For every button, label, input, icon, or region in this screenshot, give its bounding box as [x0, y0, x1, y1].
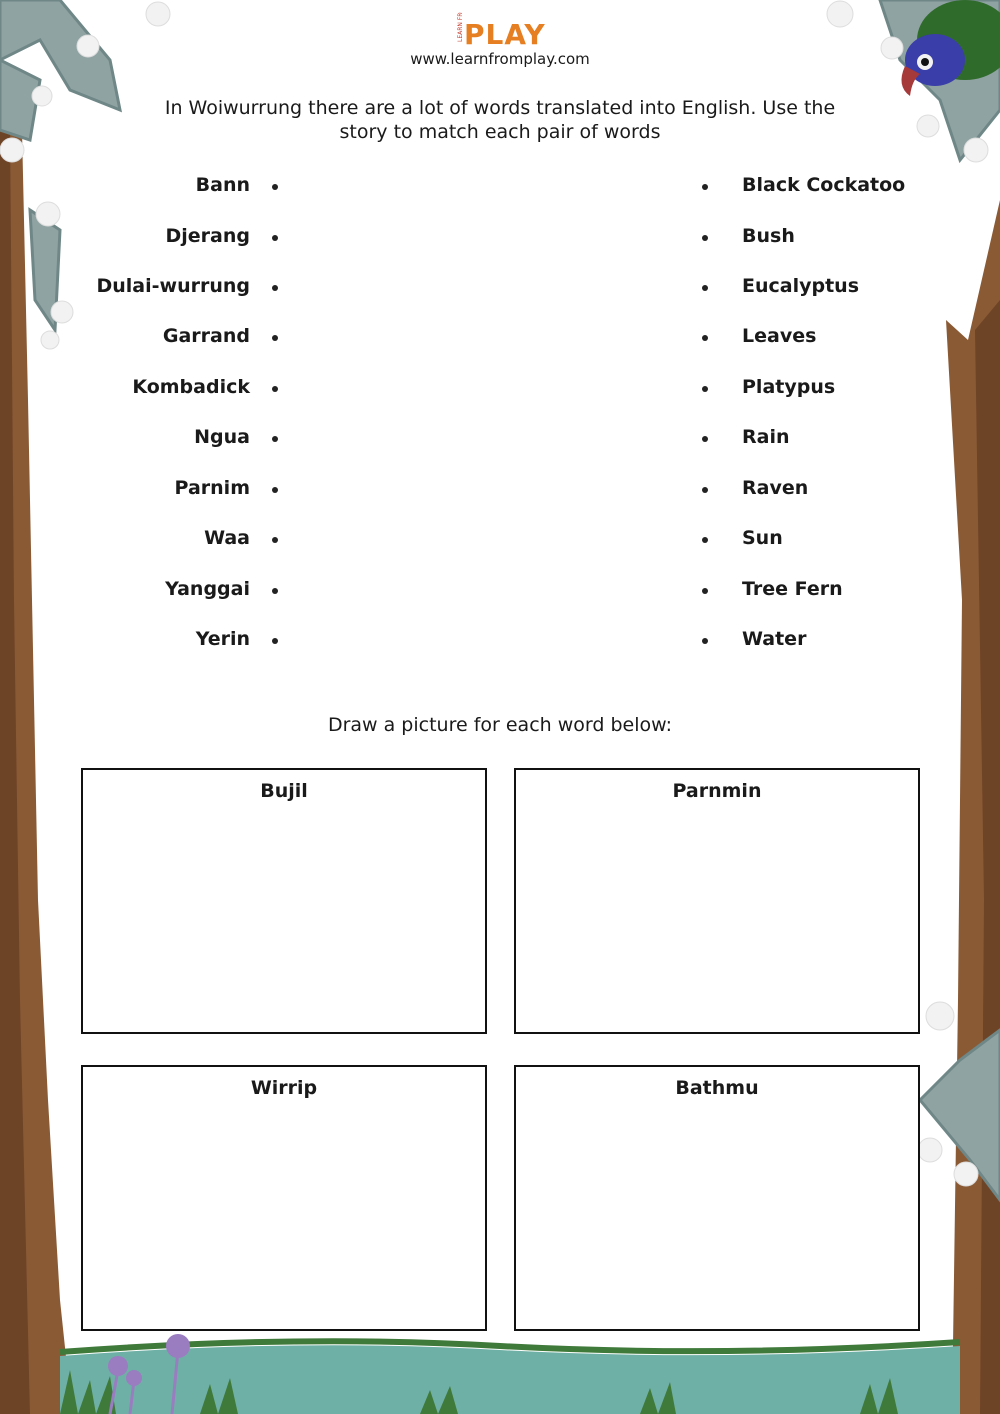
right-flowers-top — [827, 1, 988, 162]
woiwurrung-word: Parnim — [174, 477, 250, 499]
match-dot-left[interactable] — [272, 335, 278, 341]
water-strip — [60, 1345, 960, 1414]
right-flowers-bottom — [918, 1002, 978, 1186]
english-word: Eucalyptus — [742, 275, 860, 297]
match-dot-left[interactable] — [272, 588, 278, 594]
grass — [60, 1370, 898, 1414]
drawing-box-label: Bujil — [260, 780, 308, 802]
match-dot-left[interactable] — [272, 638, 278, 644]
website-url: www.learnfromplay.com — [410, 50, 590, 68]
instructions-line-2: story to match each pair of words — [339, 121, 661, 143]
match-dot-left[interactable] — [272, 184, 278, 190]
woiwurrung-word: Djerang — [165, 225, 250, 247]
right-foliage-top — [880, 0, 1000, 160]
match-dot-left[interactable] — [272, 487, 278, 493]
match-dot-left[interactable] — [272, 235, 278, 241]
woiwurrung-word: Garrand — [162, 325, 250, 347]
right-foliage-bottom — [920, 1030, 1000, 1200]
woiwurrung-word: Yerin — [195, 628, 250, 650]
english-word: Bush — [742, 225, 795, 247]
drawing-box-label: Parnmin — [672, 780, 762, 802]
match-dot-left[interactable] — [272, 537, 278, 543]
match-dot-right[interactable] — [702, 386, 708, 392]
drawing-box-bathmu[interactable] — [514, 1065, 920, 1331]
drawing-prompt: Draw a picture for each word below: — [327, 714, 673, 736]
match-dot-right[interactable] — [702, 436, 708, 442]
woiwurrung-word: Waa — [204, 527, 250, 549]
instructions-line-1: In Woiwurrung there are a lot of words translated into English. Use the — [164, 97, 836, 119]
english-word: Black Cockatoo — [742, 174, 906, 196]
english-word: Sun — [742, 527, 783, 549]
match-dot-left[interactable] — [272, 386, 278, 392]
woiwurrung-word: Yanggai — [165, 578, 250, 600]
drawing-box-label: Wirrip — [250, 1077, 318, 1099]
english-word: Rain — [742, 426, 790, 448]
match-dot-left[interactable] — [272, 285, 278, 291]
learnfromplay-logo — [440, 12, 560, 52]
logo-small-text: LEARN FROM — [457, 12, 464, 42]
english-word: Raven — [742, 477, 809, 499]
match-dot-right[interactable] — [702, 285, 708, 291]
parrot-illustration — [901, 0, 1000, 96]
logo-text: PLAY — [464, 18, 546, 51]
match-dot-left[interactable] — [272, 436, 278, 442]
woiwurrung-word: Ngua — [194, 426, 250, 448]
woiwurrung-word: Dulai-wurrung — [96, 275, 250, 297]
english-word: Platypus — [742, 376, 836, 398]
match-dot-right[interactable] — [702, 638, 708, 644]
match-dot-right[interactable] — [702, 184, 708, 190]
instructions — [150, 96, 850, 144]
english-word: Tree Fern — [742, 578, 843, 600]
match-dot-right[interactable] — [702, 235, 708, 241]
drawing-box-bujil[interactable] — [81, 768, 487, 1034]
drawing-box-label: Bathmu — [675, 1077, 759, 1099]
purple-plants — [110, 1350, 178, 1414]
match-dot-right[interactable] — [702, 537, 708, 543]
match-dot-right[interactable] — [702, 487, 708, 493]
woiwurrung-word: Bann — [195, 174, 250, 196]
match-dot-right[interactable] — [702, 588, 708, 594]
woiwurrung-word: Kombadick — [132, 376, 250, 398]
english-word: Leaves — [742, 325, 817, 347]
drawing-box-parnmin[interactable] — [514, 768, 920, 1034]
english-word: Water — [742, 628, 807, 650]
match-dot-right[interactable] — [702, 335, 708, 341]
drawing-box-wirrip[interactable] — [81, 1065, 487, 1331]
left-tree-trunk — [0, 120, 72, 1414]
